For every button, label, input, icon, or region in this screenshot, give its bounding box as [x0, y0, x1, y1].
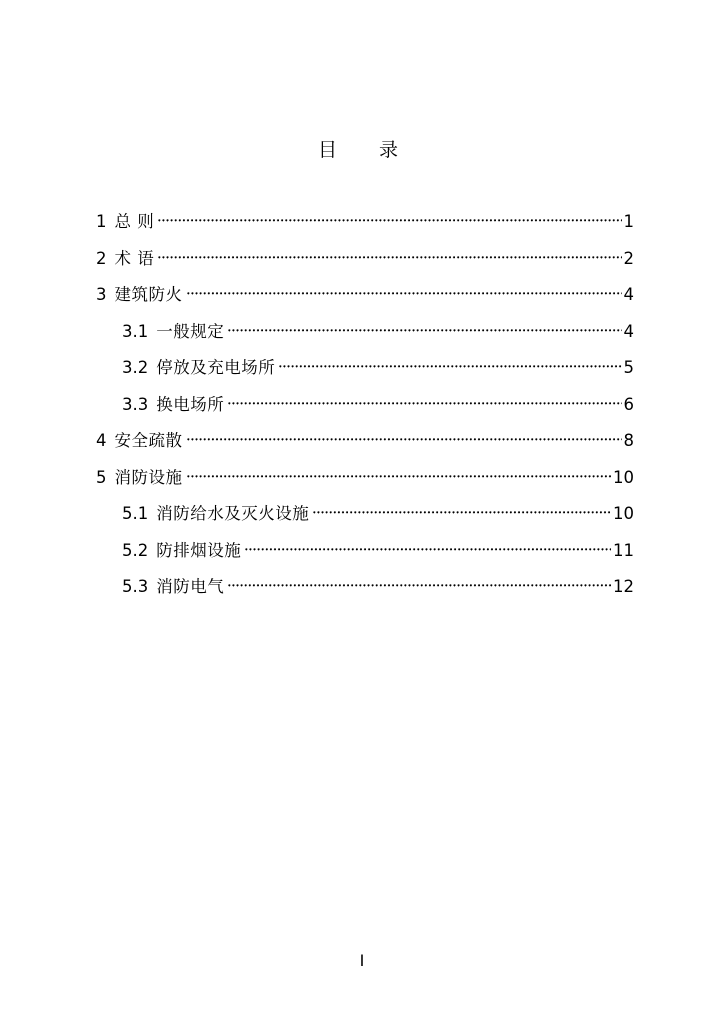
page-number: I — [359, 951, 365, 970]
toc-entry-number: 3.2 — [122, 358, 149, 377]
toc-entry[interactable] — [96, 575, 634, 612]
toc-entry-number: 5 — [96, 467, 107, 487]
toc-entry-number: 2 — [96, 248, 107, 268]
toc-entry-label: 停放及充电场所 — [156, 358, 276, 377]
toc-entry-label: 消防设施 — [114, 467, 183, 487]
toc-entry-label: 防排烟设施 — [156, 540, 242, 560]
toc-entry-page: 11 — [613, 540, 634, 560]
toc-entry-number: 5.1 — [122, 504, 149, 523]
toc-entry-page: 10 — [613, 467, 634, 487]
toc-entry[interactable] — [96, 429, 634, 466]
toc-dot-leader — [158, 219, 621, 223]
toc-dot-leader — [228, 329, 621, 333]
toc-entry-page: 5 — [623, 358, 634, 377]
toc-entry-label: 术 语 — [114, 248, 155, 268]
toc-entry-page: 2 — [623, 248, 634, 268]
toc-dot-leader — [279, 365, 621, 369]
toc-entry[interactable] — [96, 283, 634, 320]
toc-entry-number: 1 — [96, 212, 107, 231]
toc-entry-page: 10 — [613, 504, 634, 523]
toc-entry-label: 安全疏散 — [114, 431, 183, 450]
toc-entry-page: 4 — [623, 321, 634, 341]
toc-entry-number: 5.2 — [122, 540, 149, 560]
toc-entry-number: 3.1 — [122, 321, 149, 341]
toc-dot-leader — [187, 438, 622, 442]
toc-entry-label: 一般规定 — [156, 321, 225, 341]
toc-entry[interactable] — [96, 210, 634, 247]
toc-dot-leader — [158, 256, 621, 260]
toc-dot-leader — [228, 402, 621, 406]
toc-entry[interactable] — [96, 539, 634, 576]
toc-entry-label: 消防给水及灭火设施 — [156, 504, 310, 523]
toc-entry-page: 1 — [623, 212, 634, 231]
toc-dot-leader — [187, 475, 612, 479]
toc-dot-leader — [245, 548, 611, 552]
toc-title: 目 录 — [317, 139, 417, 161]
toc-list — [96, 210, 634, 612]
toc-entry-number: 5.3 — [122, 577, 149, 596]
toc-entry[interactable] — [96, 393, 634, 430]
toc-entry-label: 建筑防火 — [114, 285, 183, 304]
toc-entry-label: 总 则 — [114, 212, 155, 231]
toc-dot-leader — [313, 511, 611, 515]
toc-entry-number: 3.3 — [122, 394, 149, 414]
toc-entry-page: 12 — [613, 577, 634, 596]
toc-entry-label: 消防电气 — [156, 577, 225, 596]
toc-dot-leader — [228, 584, 611, 588]
toc-dot-leader — [187, 292, 622, 296]
toc-entry[interactable] — [96, 356, 634, 393]
toc-entry-number: 3 — [96, 285, 107, 304]
toc-entry[interactable] — [96, 466, 634, 503]
toc-entry[interactable] — [96, 320, 634, 357]
toc-entry-page: 8 — [623, 431, 634, 450]
toc-entry-number: 4 — [96, 431, 107, 450]
toc-entry[interactable] — [96, 502, 634, 539]
toc-entry-page: 6 — [623, 394, 634, 414]
toc-entry[interactable] — [96, 247, 634, 284]
toc-entry-page: 4 — [623, 285, 634, 304]
toc-entry-label: 换电场所 — [156, 394, 225, 414]
